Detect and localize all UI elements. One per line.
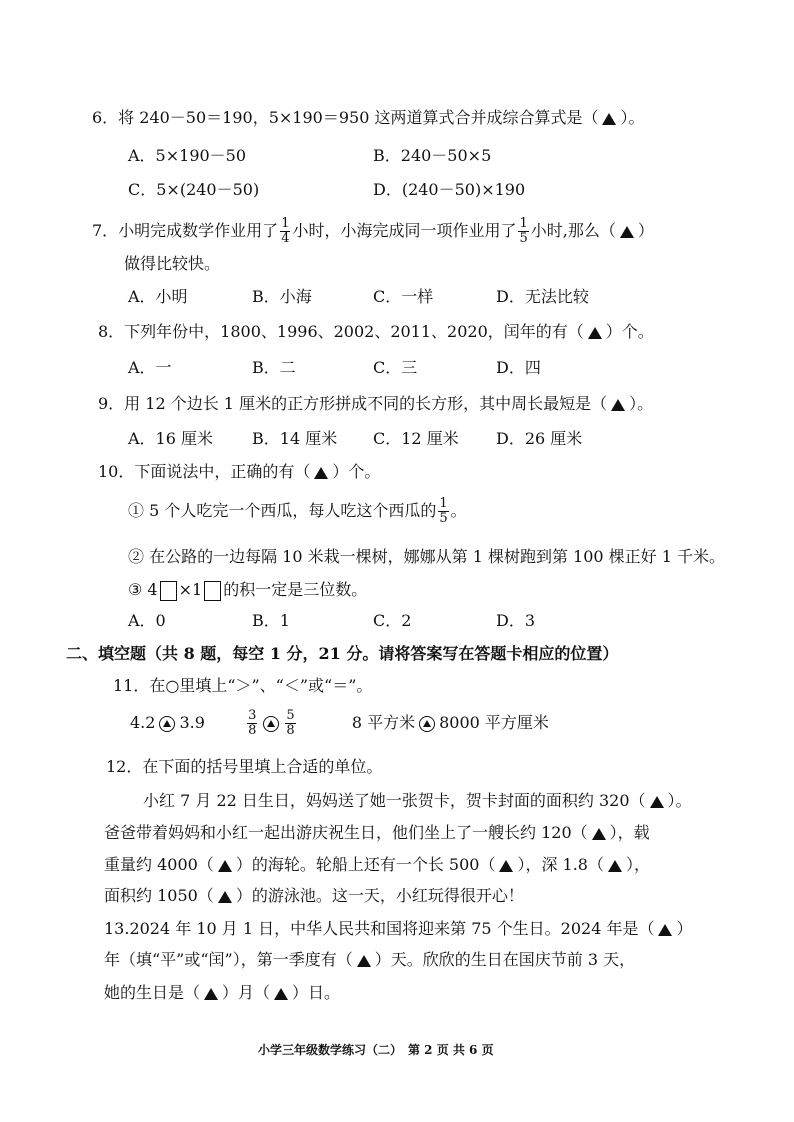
q6-option-b: B．240－50×5 — [373, 146, 492, 165]
q7-option-a: A．小明 — [128, 287, 188, 306]
q9-stem: 9．用 12 个边长 1 厘米的正方形拼成不同的长方形，其中周长最短是（ ）。 — [98, 394, 654, 413]
q13-line1: 13.2024 年 10 月 1 日，中华人民共和国将迎来第 75 个生日。2024 年是（ ） — [104, 919, 693, 938]
q7-option-d: D．无法比较 — [496, 287, 589, 306]
triangle-icon — [314, 467, 328, 479]
q6-option-c: C．5×(240－50) — [128, 180, 260, 199]
section-title: 二、填空题（共 8 题，每空 1 分，21 分。请将答案写在答题卡相应的位置） — [66, 644, 619, 663]
q13-line3: 她的生日是（ ）月（ ）日。 — [104, 983, 341, 1002]
q8-option-d: D．四 — [496, 358, 541, 377]
triangle-icon — [588, 327, 602, 339]
triangle-icon — [592, 828, 606, 840]
q8-option-b: B．二 — [252, 358, 296, 377]
q10-option-a: A．0 — [128, 611, 166, 630]
q6-option-d: D．(240－50)×190 — [373, 180, 526, 199]
q7-option-c: C．一样 — [373, 287, 434, 306]
fraction: $\frac{1}{5}$ — [519, 216, 528, 246]
triangle-icon — [274, 988, 288, 1000]
q9-option-b: B．14 厘米 — [252, 429, 338, 448]
fraction: $\frac{1}{4}$ — [281, 216, 290, 246]
triangle-icon — [658, 924, 672, 936]
q7-stem-line2: 做得比较快。 — [124, 254, 221, 273]
triangle-icon — [357, 955, 371, 967]
q8-option-c: C．三 — [373, 358, 418, 377]
fraction: $\frac{3}{8}$ — [248, 708, 257, 738]
square-box-icon — [204, 581, 221, 601]
triangle-icon — [204, 988, 218, 1000]
fraction: $\frac{5}{8}$ — [286, 708, 295, 738]
q12-para-line4: 面积约 1050（ ）的游泳池。这一天，小红玩得很开心！ — [104, 886, 524, 905]
q12-stem: 12．在下面的括号里填上合适的单位。 — [106, 757, 383, 776]
q12-para-line3: 重量约 4000（ ）的海轮。轮船上还有一个长 500（ ），深 1.8（ ）， — [104, 855, 651, 874]
page-footer: 小学三年级数学练习（二） 第 2 页 共 6 页 — [258, 1043, 494, 1057]
triangle-icon — [611, 399, 625, 411]
q8-stem: 8．下列年份中，1800、1996、2002、2011、2020，闰年的有（ ）个。 — [98, 322, 654, 341]
q8-option-a: A．一 — [128, 358, 172, 377]
triangle-icon — [218, 860, 232, 872]
q6-stem: 6．将 240－50＝190，5×190＝950 这两道算式合并成综合算式是（ ）。 — [92, 108, 645, 127]
square-box-icon — [160, 581, 177, 601]
q7-option-b: B．小海 — [252, 287, 312, 306]
q10-statement-3: ③ 4 ×1 的积一定是三位数。 — [128, 580, 368, 599]
triangle-icon — [218, 891, 232, 903]
q12-para-line2: 爸爸带着妈妈和小红一起出游庆祝生日，他们坐上了一艘长约 120（ ），载 — [104, 823, 650, 842]
q9-option-a: A．16 厘米 — [128, 429, 214, 448]
q11-comparisons: 4.2 3.9 $\frac{3}{8}$ $\frac{5}{8}$ 8 平方米 8000 平方厘米 — [130, 708, 549, 738]
triangle-icon — [608, 860, 622, 872]
q7-stem: 7．小明完成数学作业用了 $\frac{1}{4}$ 小时，小海完成同一项作业用了 $\frac{1}{5}$ 小时,那么（ ） — [92, 216, 654, 246]
q11-stem: 11．在○里填上“＞”、“＜”或“＝”。 — [113, 676, 373, 695]
q13-line2: 年（填“平”或“闰”），第一季度有（ ）天。欣欣的生日在国庆节前 3 天， — [104, 950, 636, 969]
q10-statement-1: ① 5 个人吃完一个西瓜，每人吃这个西瓜的 $\frac{1}{5}$ 。 — [128, 496, 467, 526]
q9-option-c: C．12 厘米 — [373, 429, 459, 448]
circle-triangle-icon — [263, 716, 279, 732]
q6-option-a: A．5×190－50 — [128, 146, 247, 165]
q9-option-d: D．26 厘米 — [496, 429, 583, 448]
triangle-icon — [620, 226, 634, 238]
q10-statement-2: ② 在公路的一边每隔 10 米栽一棵树，娜娜从第 1 棵树跑到第 100 棵正好 1 千米。 — [128, 547, 726, 566]
triangle-icon — [602, 113, 616, 125]
q10-option-d: D．3 — [496, 611, 536, 630]
triangle-icon — [499, 860, 513, 872]
fraction: $\frac{1}{5}$ — [439, 496, 448, 526]
q10-option-b: B．1 — [252, 611, 290, 630]
q10-stem: 10．下面说法中，正确的有（ ）个。 — [98, 462, 381, 481]
q12-para-line1: 小红 7 月 22 日生日，妈妈送了她一张贺卡，贺卡封面的面积约 320（ ）。 — [143, 791, 692, 810]
circle-triangle-icon — [159, 716, 175, 732]
circle-triangle-icon — [419, 716, 435, 732]
triangle-icon — [650, 796, 664, 808]
q10-option-c: C．2 — [373, 611, 412, 630]
